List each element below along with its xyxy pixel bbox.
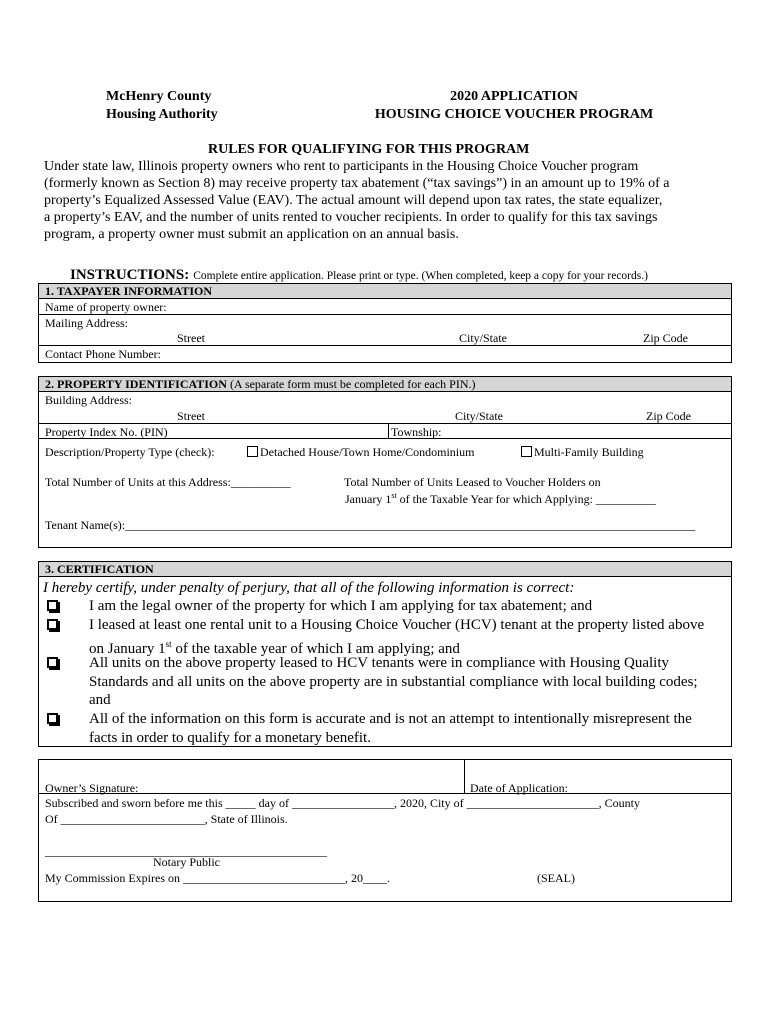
section-property-identification: [38, 376, 732, 548]
sworn-statement: Subscribed and sworn before me this _____ day of _________________, 2020, City of ______________________, County: [45, 796, 640, 810]
seal-label: (SEAL): [537, 871, 575, 885]
contact-phone-label: Contact Phone Number:: [45, 347, 161, 361]
owner-name-label: Name of property owner:: [45, 300, 167, 314]
cert-item-2-line1: I leased at least one rental unit to a Housing Choice Voucher (HCV) tenant at the property listed above: [89, 617, 705, 633]
street-caption: Street: [177, 331, 205, 345]
total-units-field[interactable]: Total Number of Units at this Address:__________: [45, 475, 291, 489]
instructions-text: Complete entire application. Please print or type. (When completed, keep a copy for your records.): [193, 270, 648, 282]
cert-item-3: [89, 654, 698, 710]
checkbox-icon[interactable]: [47, 657, 58, 668]
zip-caption: Zip Code: [646, 409, 691, 423]
rules-line: property’s Equalized Assessed Value (EAV). The actual amount will depend upon tax rates, the state equalizer,: [44, 193, 663, 208]
rules-heading: RULES FOR QUALIFYING FOR THIS PROGRAM: [208, 142, 530, 157]
section2-title-note: (A separate form must be completed for each PIN.): [229, 377, 476, 391]
state-of-line: Of ________________________, State of Illinois.: [45, 812, 288, 826]
org-name-line1: McHenry County: [106, 89, 212, 104]
cert-item-2-sup: st: [165, 638, 172, 649]
certification-intro: I hereby certify, under penalty of perjury, that all of the following information is correct:: [43, 580, 575, 596]
section3-title: 3. CERTIFICATION: [45, 562, 154, 576]
checkbox-icon[interactable]: [47, 619, 58, 630]
checkbox-icon[interactable]: [47, 600, 58, 611]
citystate-caption: City/State: [459, 331, 507, 345]
form-title-line2: HOUSING CHOICE VOUCHER PROGRAM: [374, 107, 654, 122]
option-multifamily-label: Multi-Family Building: [534, 445, 644, 459]
property-type-label: Description/Property Type (check):: [45, 445, 215, 459]
cert-item-4-line2: facts in order to qualify for a monetary benefit.: [89, 729, 371, 746]
checkbox-icon[interactable]: [47, 713, 58, 724]
commission-expires-field[interactable]: My Commission Expires on ___________________________, 20____.: [45, 871, 391, 885]
checkbox-icon[interactable]: [521, 446, 532, 457]
cert-item-4: [89, 710, 692, 747]
leased-units-pre: January 1: [345, 492, 392, 506]
leased-units-line1: Total Number of Units Leased to Voucher Holders on: [344, 475, 601, 489]
leased-units-sup: st: [391, 491, 397, 500]
org-name-line2: Housing Authority: [106, 107, 218, 122]
cert-item-4-line1: All of the information on this form is accurate and is not an attempt to intentionally misrepresent the: [89, 711, 692, 727]
owner-signature-field[interactable]: Owner’s Signature:: [45, 781, 139, 795]
notary-signature-line[interactable]: _______________________________________________: [45, 844, 327, 858]
cert-item-2-pre: on January 1: [89, 640, 166, 657]
mailing-address-label: Mailing Address:: [45, 316, 128, 330]
date-of-application-field[interactable]: Date of Application:: [470, 781, 568, 795]
pin-label: Property Index No. (PIN): [45, 425, 168, 439]
cert-item-3-line1: All units on the above property leased to HCV tenants were in compliance with Housing Quality: [89, 655, 670, 671]
township-label: Township:: [391, 425, 442, 439]
leased-units-post: of the Taxable Year for which Applying: __________: [396, 492, 656, 506]
street-caption: Street: [177, 409, 205, 423]
cert-item-3-line2: Standards and all units on the above property are in substantial compliance with local building codes;: [89, 673, 698, 690]
rules-line: program, a property owner must submit an application on an annual basis.: [44, 227, 459, 242]
tenant-names-field[interactable]: Tenant Name(s):_______________________________________________________________________________________________: [45, 518, 696, 532]
signature-block: [38, 759, 732, 902]
zip-caption: Zip Code: [643, 331, 688, 345]
rules-paragraph: [44, 158, 734, 243]
notary-public-label: Notary Public: [153, 855, 220, 869]
citystate-caption: City/State: [455, 409, 503, 423]
cert-item-2: [89, 616, 704, 658]
rules-line: Under state law, Illinois property owners who rent to participants in the Housing Choice Voucher program: [44, 159, 639, 174]
checkbox-icon[interactable]: [247, 446, 258, 457]
instructions-label: INSTRUCTIONS:: [70, 267, 190, 283]
section1-title: 1. TAXPAYER INFORMATION: [45, 284, 213, 298]
rules-line: a property’s EAV, and the number of units rented to voucher recipients. In order to qualify for this tax savings: [44, 210, 658, 225]
option-multi-family[interactable]: [521, 445, 644, 459]
form-title-line1: 2020 APPLICATION: [450, 89, 578, 104]
leased-units-field[interactable]: [345, 489, 656, 506]
rules-line: (formerly known as Section 8) may receive property tax abatement (“tax savings”) in an amount up to 19% of a: [44, 176, 670, 191]
cert-item-1: I am the legal owner of the property for which I am applying for tax abatement; and: [89, 598, 593, 614]
option-detached-label: Detached House/Town Home/Condominium: [260, 445, 475, 459]
option-detached-house[interactable]: [247, 445, 474, 459]
section-certification: [38, 561, 732, 747]
section2-title-row: [45, 377, 476, 391]
cert-item-2-post: of the taxable year of which I am applying; and: [171, 640, 460, 657]
section2-title: 2. PROPERTY IDENTIFICATION: [45, 377, 227, 391]
cert-item-3-line3: and: [89, 692, 111, 708]
building-address-label: Building Address:: [45, 393, 133, 407]
instructions: [70, 266, 648, 284]
section-taxpayer-information: [38, 283, 732, 363]
